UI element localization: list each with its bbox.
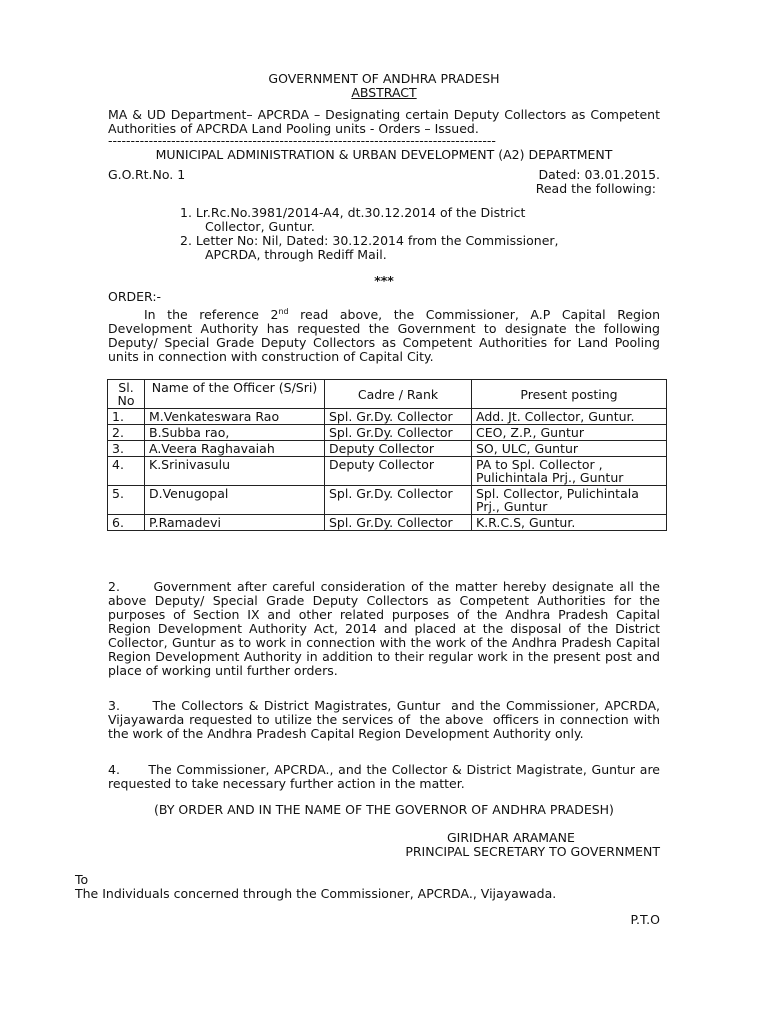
cell-sl-no: 3. — [108, 441, 145, 457]
cell-officer-name: K.Srinivasulu — [145, 457, 325, 486]
pto-marker: P.T.O — [630, 912, 660, 927]
subject-text: MA & UD Department– APCRDA – Designating certain Deputy Collectors as Competent Authorities of APCRDA Land Pooling units - Orders – Issued. — [108, 107, 660, 136]
cell-posting: Add. Jt. Collector, Guntur. — [472, 409, 667, 425]
cell-sl-no: 6. — [108, 515, 145, 531]
cell-officer-name: B.Subba rao, — [145, 425, 325, 441]
reference-1-line1: 1. Lr.Rc.No.3981/2014-A4, dt.30.12.2014 of the District — [180, 205, 526, 220]
table-row — [108, 441, 667, 457]
officers-table — [107, 379, 667, 531]
signatory-title: PRINCIPAL SECRETARY TO GOVERNMENT — [405, 844, 660, 859]
cell-cadre: Spl. Gr.Dy. Collector — [325, 409, 472, 425]
reference-2-line1: 2. Letter No: Nil, Dated: 30.12.2014 from the Commissioner, — [180, 233, 559, 248]
order-label: ORDER:- — [108, 289, 162, 304]
paragraph-3: 3. The Collectors & District Magistrates, Guntur and the Commissioner, APCRDA, Vijayawarda requested to utilize the services of the above officers in connection with the work of the Andhra Pradesh Capital Region Development Authority only. — [108, 698, 664, 741]
header-cadre-rank: Cadre / Rank — [325, 380, 472, 409]
cell-posting: CEO, Z.P., Guntur — [472, 425, 667, 441]
header-present-posting: Present posting — [472, 380, 667, 409]
cell-officer-name: P.Ramadevi — [145, 515, 325, 531]
cell-officer-name: A.Veera Raghavaiah — [145, 441, 325, 457]
cell-sl-no: 5. — [108, 486, 145, 515]
table-header-row — [108, 380, 667, 409]
cell-posting: PA to Spl. Collector , Pulichintala Prj., Guntur — [472, 457, 667, 486]
order-intro-superscript: nd — [278, 306, 289, 316]
cell-cadre: Spl. Gr.Dy. Collector — [325, 515, 472, 531]
reference-1-line2: Collector, Guntur. — [205, 219, 315, 234]
cell-sl-no: 2. — [108, 425, 145, 441]
table-row — [108, 409, 667, 425]
cell-sl-no: 4. — [108, 457, 145, 486]
paragraph-4: 4. The Commissioner, APCRDA., and the Collector & District Magistrate, Guntur are requested to take necessary further action in the matter. — [108, 762, 664, 791]
table-row — [108, 486, 667, 515]
cell-officer-name: M.Venkateswara Rao — [145, 409, 325, 425]
signatory-name: GIRIDHAR ARAMANE — [447, 830, 575, 845]
cell-cadre: Deputy Collector — [325, 441, 472, 457]
reference-2-line2: APCRDA, through Rediff Mail. — [205, 247, 387, 262]
department-heading: MUNICIPAL ADMINISTRATION & URBAN DEVELOPMENT (A2) DEPARTMENT — [155, 147, 613, 162]
cell-officer-name: D.Venugopal — [145, 486, 325, 515]
to-recipients: The Individuals concerned through the Commissioner, APCRDA., Vijayawada. — [75, 886, 557, 901]
to-label: To — [75, 872, 89, 887]
table-row — [108, 515, 667, 531]
government-heading: GOVERNMENT OF ANDHRA PRADESH — [268, 71, 500, 86]
separator-line: -------------------------------------------------------------------------------------- — [108, 134, 496, 148]
cell-cadre: Deputy Collector — [325, 457, 472, 486]
cell-sl-no: 1. — [108, 409, 145, 425]
cell-posting: SO, ULC, Guntur — [472, 441, 667, 457]
abstract-heading: ABSTRACT — [351, 85, 417, 100]
header-sl-no: Sl. No — [108, 380, 145, 409]
table-row — [108, 457, 667, 486]
paragraph-2: 2. Government after careful consideration of the matter hereby designate all the above Deputy/ Special Grade Deputy Collectors as Competent Authorities for the purposes of Section IX and other related purposes of the Andhra Pradesh Capital Region Development Authority Act, 2014 and placed at the disposal of the District Collector, Guntur as to work in connection with the work of the Andhra Pradesh Capital Region Development Authority in addition to their regular work in the present post and place of working until further orders. — [108, 579, 664, 678]
cell-posting: Spl. Collector, Pulichintala Prj., Guntur — [472, 486, 667, 515]
cell-cadre: Spl. Gr.Dy. Collector — [325, 486, 472, 515]
order-intro-start: In the reference 2 — [144, 307, 279, 322]
go-number: G.O.Rt.No. 1 — [108, 167, 186, 182]
read-following: Read the following: — [535, 181, 656, 196]
order-intro-rest: read above, the Commissioner, A.P Capital Region Development Authority has requested the Government to designate the following Deputy/ Special Grade Deputy Collectors as Competent Authorities for Land Pooling units in connection with construction of Capital City. — [108, 307, 660, 364]
table-row — [108, 425, 667, 441]
header-officer-name: Name of the Officer (S/Sri) — [145, 380, 325, 409]
separator-stars: *** — [374, 273, 394, 288]
cell-posting: K.R.C.S, Guntur. — [472, 515, 667, 531]
cell-cadre: Spl. Gr.Dy. Collector — [325, 425, 472, 441]
by-order-line: (BY ORDER AND IN THE NAME OF THE GOVERNOR OF ANDHRA PRADESH) — [154, 802, 614, 817]
go-date: Dated: 03.01.2015. — [538, 167, 660, 182]
order-intro-paragraph — [108, 308, 660, 364]
